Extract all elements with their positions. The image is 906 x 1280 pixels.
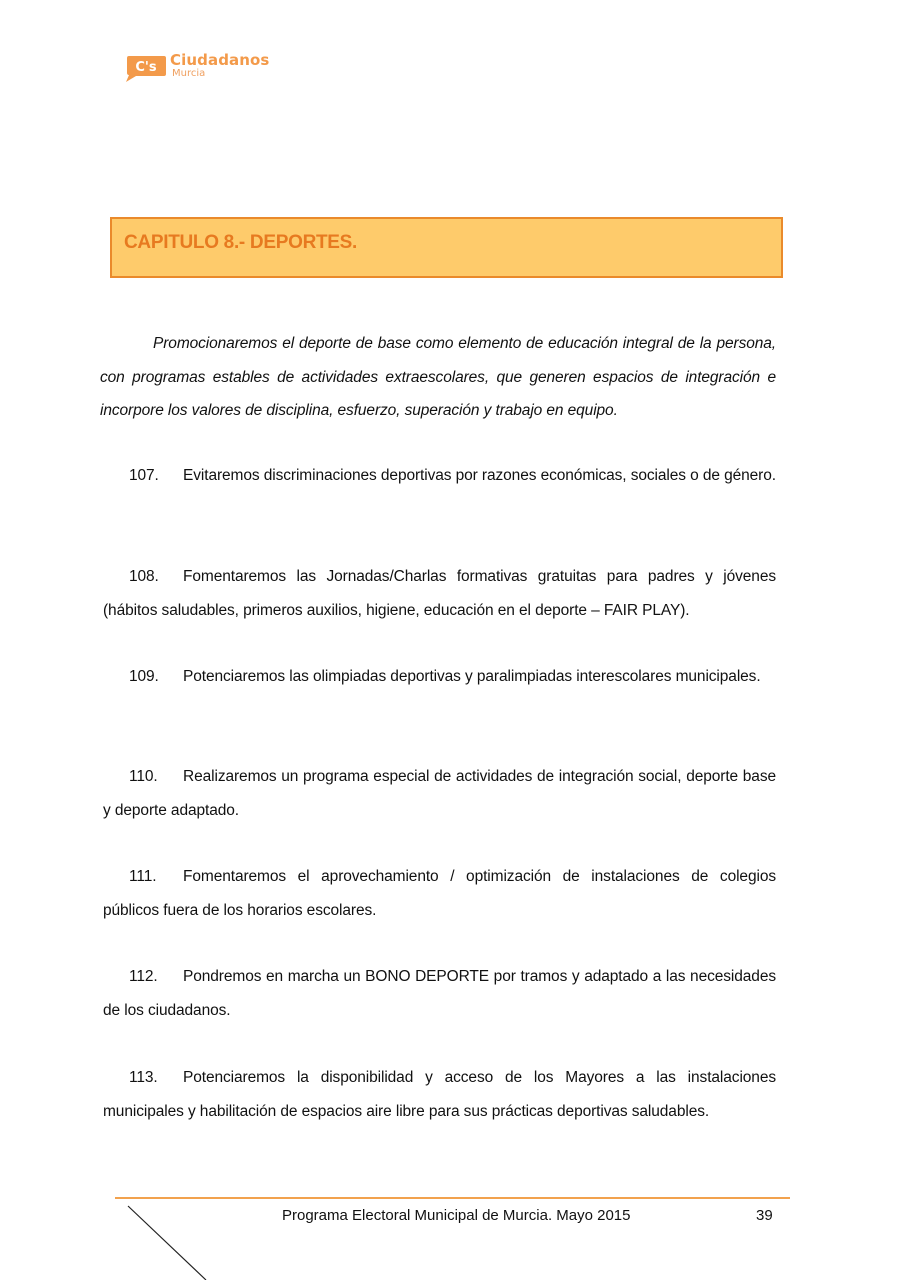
item-number: 112. xyxy=(129,968,158,985)
logo-subtitle: Murcia xyxy=(172,68,206,79)
list-item xyxy=(103,660,776,694)
list-item xyxy=(103,960,776,1027)
item-number: 113. xyxy=(129,1069,158,1086)
page-number: 39 xyxy=(756,1207,773,1224)
chapter-title: CAPITULO 8.- DEPORTES. xyxy=(124,232,358,253)
item-text: Evitaremos discriminaciones deportivas por razones económicas, sociales o de género. xyxy=(183,467,776,484)
item-text: Fomentaremos el aprovechamiento / optimización de instalaciones de colegios públicos fuera de los horarios escolares. xyxy=(103,868,776,919)
item-text: Realizaremos un programa especial de actividades de integración social, deporte base y deporte adaptado. xyxy=(103,768,776,819)
footer-diagonal-line xyxy=(126,1205,216,1280)
list-item xyxy=(103,459,776,493)
footer-title: Programa Electoral Municipal de Murcia. Mayo 2015 xyxy=(282,1207,631,1224)
footer-rule xyxy=(115,1197,790,1199)
list-item xyxy=(103,760,776,827)
item-number: 109. xyxy=(129,668,159,685)
logo-mark-text: C's xyxy=(135,60,157,75)
item-number: 108. xyxy=(129,568,159,585)
item-text: Fomentaremos las Jornadas/Charlas formativas gratuitas para padres y jóvenes (hábitos saludables, primeros auxilios, higiene, educación en el deporte – FAIR PLAY). xyxy=(103,568,776,619)
list-item xyxy=(103,860,776,927)
item-number: 107. xyxy=(129,467,159,484)
ciudadanos-logo xyxy=(124,50,274,86)
item-text: Pondremos en marcha un BONO DEPORTE por tramos y adaptado a las necesidades de los ciudadanos. xyxy=(103,968,776,1019)
item-text: Potenciaremos la disponibilidad y acceso de los Mayores a las instalaciones municipales y habilitación de espacios aire libre para sus prácticas deportivas saludables. xyxy=(103,1069,776,1120)
intro-paragraph: Promocionaremos el deporte de base como elemento de educación integral de la persona, con programas estables de actividades extraescolares, que generen espacios de integración e incorpore los valores de disciplina, esfuerzo, superación y trabajo en equipo. xyxy=(100,335,776,419)
item-number: 111. xyxy=(129,868,157,885)
list-item xyxy=(103,560,776,627)
list-item xyxy=(103,1061,776,1128)
logo-name: Ciudadanos xyxy=(170,51,270,69)
item-text: Potenciaremos las olimpiadas deportivas y paralimpiadas interescolares municipales. xyxy=(183,668,761,685)
ciudadanos-logo-mark xyxy=(124,54,166,82)
chapter-heading-box xyxy=(110,217,783,278)
item-number: 110. xyxy=(129,768,158,785)
